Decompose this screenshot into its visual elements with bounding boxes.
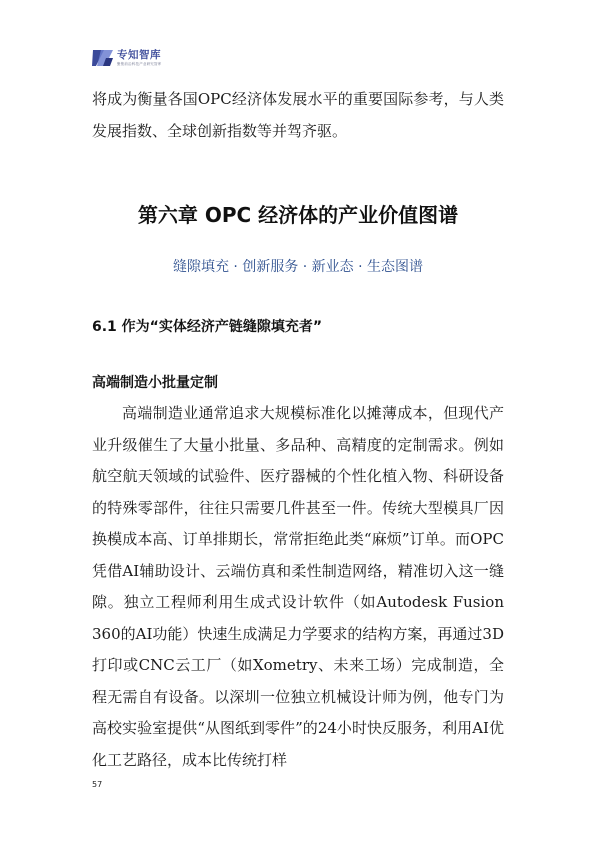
subsection-title: 高端制造小批量定制 [92,375,218,391]
body-paragraph: 高端制造业通常追求大规模标准化以摊薄成本，但现代产业升级催生了大量小批量、多品种、高精度的定制需求。例如航空航天领域的试验件、医疗器械的个性化植入物、科研设备的特殊零部件，往往只需要几件甚至一件。传统大型模具厂因换模成本高、订单排期长，常常拒绝此类“麻烦”订单。而OPC凭借AI辅助设计、云端仿真和柔性制造网络，精准切入这一缝隙。独立工程师利用生成式设计软件（如Autodesk Fusion 360的AI功能）快速生成满足力学要求的结构方案，再通过3D打印或CNC云工厂（如Xometry、未来工场）完成制造，全程无需自有设备。以深圳一位独立机械设计师为例，他专门为高校实验室提供“从图纸到零件”的24小时快反服务，利用AI优化工艺路径，成本比传统打样 [92,404,504,769]
chapter-title: 第六章 OPC 经济体的产业价值图谱 [137,203,459,227]
chapter-subtitle: 缝隙填充 · 创新服务 · 新业态 · 生态图谱 [172,259,424,275]
header-logo [92,46,161,70]
logo-name: 专知智库 [117,49,161,61]
logo-tagline: 聚焦前沿科技产业研究智库 [117,61,162,66]
logo-icon [92,48,114,68]
section-title: 6.1 作为“实体经济产链缝隙填充者” [92,319,323,335]
logo-text [117,50,161,66]
page-number: 57 [92,780,103,789]
intro-paragraph: 将成为衡量各国OPC经济体发展水平的重要国际参考，与人类发展指数、全球创新指数等并驾齐驱。 [92,90,504,140]
